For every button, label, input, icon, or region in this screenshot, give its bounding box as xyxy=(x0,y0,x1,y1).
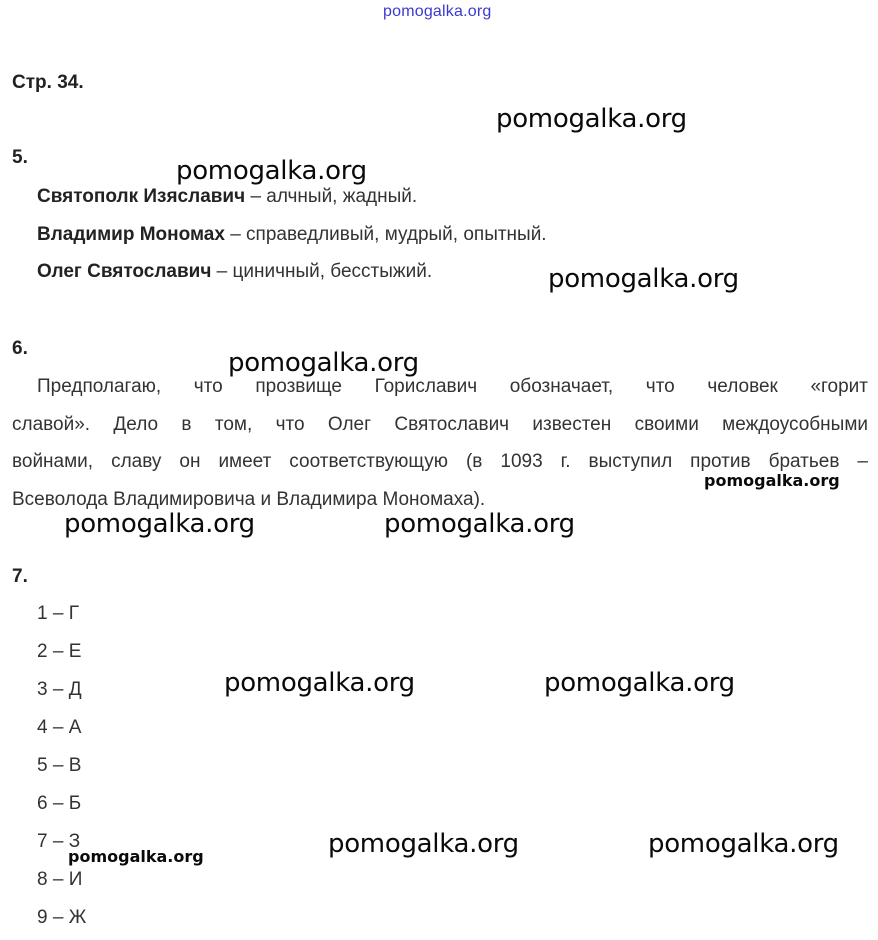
answer-item: 5 – В xyxy=(37,755,82,776)
answer-item: 7 – З xyxy=(37,831,81,852)
watermark: pomogalka.org xyxy=(328,829,519,859)
page-reference: Стр. 34. xyxy=(12,72,84,93)
item-desc: – справедливый, мудрый, опытный. xyxy=(230,224,547,245)
paragraph-line: Предполагаю, что прозвище Гориславич обозначает, что человек «горит xyxy=(37,376,868,397)
watermark: pomogalka.org xyxy=(704,471,840,490)
task-6-number: 6. xyxy=(12,338,28,359)
answer-item: 4 – А xyxy=(37,717,82,738)
item-name: Святополк Изяславич xyxy=(37,186,246,207)
watermark: pomogalka.org xyxy=(64,509,255,539)
watermark: pomogalka.org xyxy=(68,847,204,866)
answer-item: 8 – И xyxy=(37,869,83,890)
task-5-number: 5. xyxy=(12,147,28,168)
item-desc: – алчный, жадный. xyxy=(250,186,418,207)
task-5-item xyxy=(37,261,432,283)
task-7-number: 7. xyxy=(12,566,28,587)
watermark: pomogalka.org xyxy=(228,348,419,378)
paragraph-line: Всеволода Владимировича и Владимира Мономаха). xyxy=(12,488,486,510)
header-watermark: pomogalka.org xyxy=(383,3,492,20)
watermark: pomogalka.org xyxy=(496,104,687,134)
task-5-item xyxy=(37,224,547,246)
item-desc: – циничный, бесстыжий. xyxy=(216,261,433,282)
item-name: Олег Святославич xyxy=(37,261,212,282)
task-6-paragraph xyxy=(12,368,868,518)
answer-item: 3 – Д xyxy=(37,679,82,700)
answer-item: 9 – Ж xyxy=(37,907,87,928)
answer-item: 2 – Е xyxy=(37,641,82,662)
watermark: pomogalka.org xyxy=(648,829,839,859)
watermark: pomogalka.org xyxy=(224,668,415,698)
item-name: Владимир Мономах xyxy=(37,224,225,245)
answer-item: 6 – Б xyxy=(37,793,82,814)
watermark: pomogalka.org xyxy=(544,668,735,698)
task-5-item xyxy=(37,186,417,208)
watermark: pomogalka.org xyxy=(176,156,367,186)
paragraph-line: славой». Дело в том, что Олег Святославич известен своими междоусобными xyxy=(12,413,868,435)
watermark: pomogalka.org xyxy=(384,509,575,539)
paragraph-line: войнами, славу он имеет соответствующую (в 1093 г. выступил против братьев – xyxy=(12,451,868,472)
watermark: pomogalka.org xyxy=(548,264,739,294)
answer-item: 1 – Г xyxy=(37,603,79,624)
